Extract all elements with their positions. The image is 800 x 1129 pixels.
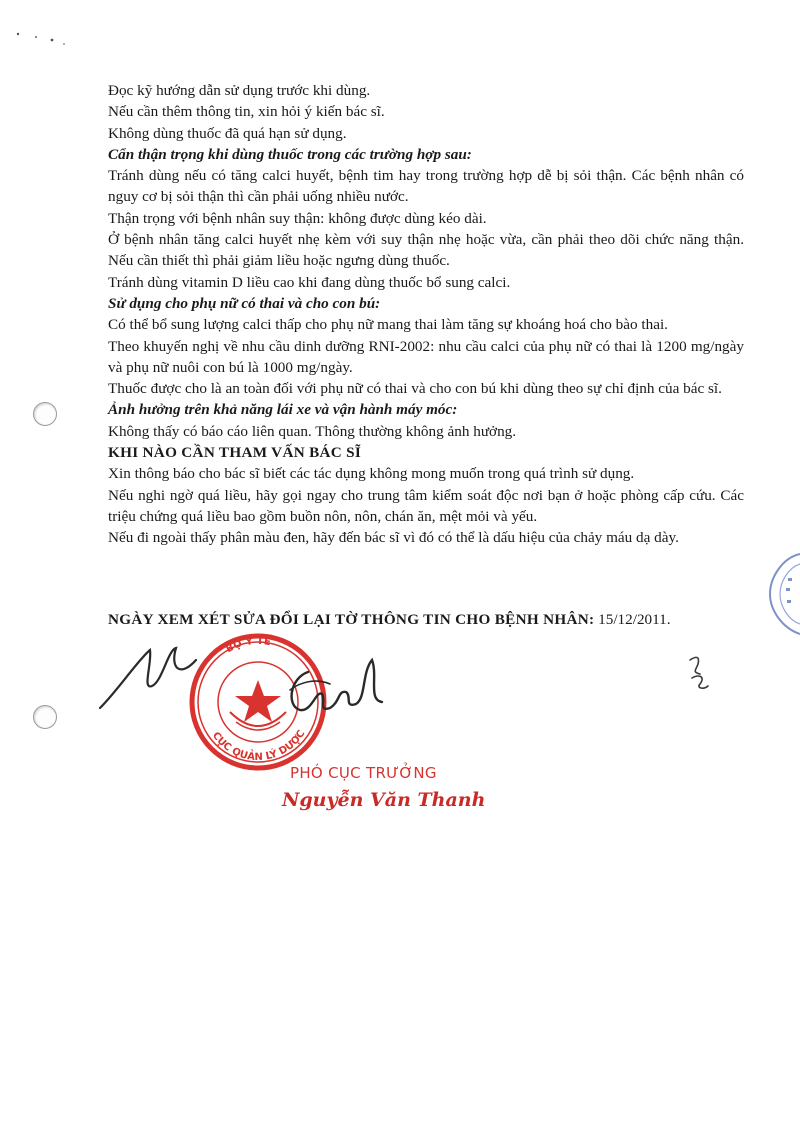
- paragraph: Thuốc được cho là an toàn đối với phụ nữ có thai và cho con bú khi dùng theo sự chỉ định của bác sĩ.: [108, 380, 722, 398]
- review-label: NGÀY XEM XÉT SỬA ĐỔI LẠI TỜ THÔNG TIN CHO BỆNH NHÂN:: [108, 611, 595, 628]
- section-heading-pregnancy: Sử dụng cho phụ nữ có thai và cho con bú:: [108, 294, 381, 312]
- stamp-top-text: BỘ Y TẾ: [224, 635, 272, 656]
- paragraph: Tránh dùng vitamin D liều cao khi đang dùng thuốc bổ sung calci.: [108, 273, 511, 291]
- paragraph: Đọc kỹ hướng dẫn sử dụng trước khi dùng.: [108, 82, 371, 99]
- paragraph: Tránh dùng nếu có tăng calci huyết, bệnh tim hay trong trường hợp dễ bị sỏi thận. Các bệnh nhân có nguy cơ bị sỏi thận thì cần phải uống nhiều nước.: [108, 167, 744, 206]
- paragraph: Ở bệnh nhân tăng calci huyết nhẹ kèm với suy thận nhẹ hoặc vừa, cần phải theo dõi chức năng thận. Nếu cần thiết thì phải giảm liều hoặc ngưng dùng thuốc.: [108, 231, 744, 270]
- paragraph: Có thể bổ sung lượng calci thấp cho phụ nữ mang thai làm tăng sự khoáng hoá cho bào thai.: [108, 316, 668, 334]
- paragraph: Xin thông báo cho bác sĩ biết các tác dụng không mong muốn trong quá trình sử dụng.: [108, 465, 635, 483]
- paragraph: Theo khuyến nghị về nhu cầu dinh dưỡng RNI-2002: nhu cầu calci của phụ nữ có thai là 1200 mg/ngày và phụ nữ nuôi con bú là 1000 mg/ngày.: [108, 337, 744, 376]
- paragraph: Nếu cần thêm thông tin, xin hỏi ý kiến bác sĩ.: [108, 103, 385, 121]
- section-heading-precautions: Cẩn thận trọng khi dùng thuốc trong các trường hợp sau:: [108, 145, 472, 163]
- review-date: 15/12/2011.: [594, 611, 671, 628]
- director-signature: [292, 660, 382, 710]
- paragraph: Không dùng thuốc đã quá hạn sử dụng.: [108, 124, 347, 142]
- signatory-title: PHÓ CỤC TRƯỞNG: [290, 764, 437, 782]
- official-red-stamp: [192, 632, 324, 768]
- paragraph: Nếu nghi ngờ quá liều, hãy gọi ngay cho trung tâm kiểm soát độc nơi bạn ở hoặc phòng cấp cứu. Các triệu chứng quá liều bao gồm buồn nôn, nôn, chán ăn, mệt mỏi và yếu.: [108, 486, 744, 525]
- paragraph: Không thấy có báo cáo liên quan. Thông thường không ảnh hưởng.: [108, 422, 517, 440]
- section-heading-driving: Ảnh hưởng trên khả năng lái xe và vận hành máy móc:: [108, 401, 458, 419]
- paragraph: Thận trọng với bệnh nhân suy thận: không được dùng kéo dài.: [108, 209, 487, 227]
- signatory-name: Nguyễn Văn Thanh: [282, 789, 486, 811]
- paragraph: Nếu đi ngoài thấy phân màu đen, hãy đến bác sĩ vì đó có thể là dấu hiệu của chảy máu dạ dày.: [108, 529, 679, 547]
- handwritten-initials: [686, 652, 714, 692]
- signature-flourish-left: [100, 648, 196, 708]
- stamp-bottom-text: CỤC QUẢN LÝ DƯỢC: [209, 728, 308, 764]
- section-heading-consult-doctor: KHI NÀO CẦN THAM VẤN BÁC SĨ: [108, 444, 362, 462]
